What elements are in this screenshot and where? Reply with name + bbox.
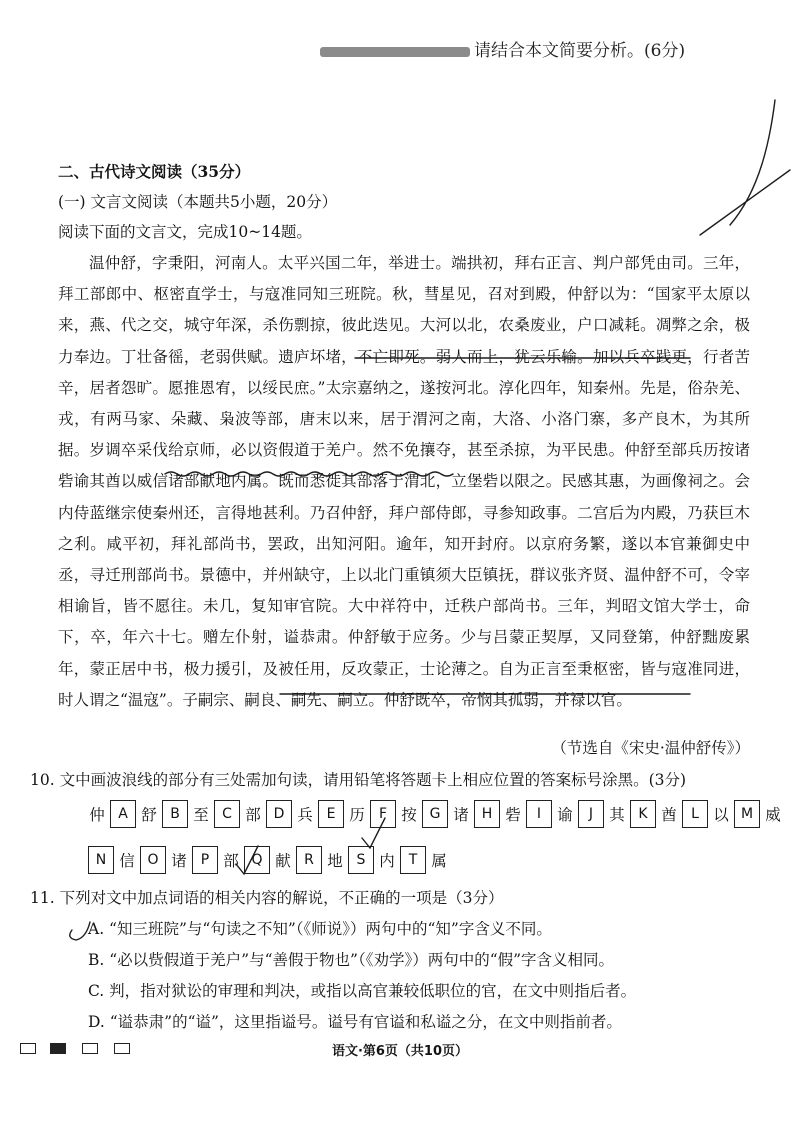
source-note: （节选自《宋史·温仲舒传》） bbox=[551, 739, 750, 757]
answer-box[interactable]: K bbox=[630, 800, 656, 828]
passage-char: 信 bbox=[119, 852, 135, 870]
answer-box[interactable]: S bbox=[348, 846, 374, 874]
reading-instruction: 阅读下面的文言文，完成10~14题。 bbox=[58, 223, 312, 241]
q11-option-b: B. “必以赀假道于羌户”与“善假于物也”（《劝学》）两句中的“假”字含义相同。 bbox=[88, 951, 615, 969]
answer-box[interactable]: B bbox=[162, 800, 188, 828]
answer-box[interactable]: O bbox=[140, 846, 166, 874]
tick-mark-icon bbox=[236, 846, 258, 874]
subsection-title: (一) 文言文阅读（本题共5小题，20分） bbox=[58, 193, 338, 211]
question-11-prompt: 11. 下列对文中加点词语的相关内容的解说，不正确的一项是（3分） bbox=[30, 889, 504, 907]
passage-char: 历 bbox=[349, 806, 365, 824]
question-10-prompt: 10. 文中画波浪线的部分有三处需加句读，请用铅笔将答题卡上相应位置的答案标号涂黑。(3分) bbox=[30, 771, 687, 789]
page-number: 语文·第6页（共10页） bbox=[331, 1044, 469, 1059]
passage-char: 诸 bbox=[171, 852, 187, 870]
passage-char: 以 bbox=[713, 806, 729, 824]
passage-char: 威 bbox=[765, 806, 781, 824]
answer-box[interactable]: J bbox=[578, 800, 604, 828]
passage-char: 谕 bbox=[557, 806, 573, 824]
answer-box[interactable]: M bbox=[734, 800, 760, 828]
answer-box[interactable]: N bbox=[88, 846, 114, 874]
answer-box[interactable]: I bbox=[526, 800, 552, 828]
passage-char: 舒 bbox=[141, 806, 157, 824]
passage-char: 兵 bbox=[297, 806, 313, 824]
passage-char: 属 bbox=[431, 852, 447, 870]
passage-char: 部 bbox=[223, 852, 239, 870]
q11-option-c: C. 判，指对狱讼的审理和判决，或指以高官兼较低职位的官，在文中则指后者。 bbox=[88, 982, 637, 1000]
answer-box[interactable]: H bbox=[474, 800, 500, 828]
answer-box[interactable]: L bbox=[682, 800, 708, 828]
answer-box[interactable]: Q bbox=[244, 846, 270, 874]
answer-box[interactable]: R bbox=[296, 846, 322, 874]
answer-box[interactable]: F bbox=[370, 800, 396, 828]
answer-box[interactable]: A bbox=[110, 800, 136, 828]
passage-char: 献 bbox=[275, 852, 291, 870]
passage-char: 内 bbox=[379, 852, 395, 870]
wavy-underline bbox=[165, 472, 453, 476]
answer-box[interactable]: P bbox=[192, 846, 218, 874]
section-title: 二、古代诗文阅读（35分） bbox=[58, 162, 251, 181]
corner-pen-stroke bbox=[730, 100, 775, 225]
answer-box[interactable]: D bbox=[266, 800, 292, 828]
tick-mark-icon bbox=[362, 818, 385, 848]
answer-box[interactable]: T bbox=[400, 846, 426, 874]
choice-mark-icon bbox=[70, 922, 90, 940]
q11-option-a: A. “知三班院”与“句读之不知”（《师说》）两句中的“知”字含义不同。 bbox=[88, 920, 552, 938]
passage-char: 砦 bbox=[505, 806, 521, 824]
passage-char: 诸 bbox=[453, 806, 469, 824]
q11-option-d: D. “谥恭肃”的“谥”，这里指谥号。谥号有官谥和私谥之分，在文中则指前者。 bbox=[88, 1013, 622, 1031]
passage-text: 温仲舒，字秉阳，河南人。太平兴国二年，举进士。端拱初，拜右正言、判户部凭由司。三年，拜工部郎中、枢密直学士，与寇准同知三班院。秋，彗星见，召对到殿，仲舒以为：“国家平太原以来，燕、代之交，城守年深，杀伤剽掠，彼此迭见。大河以北，农桑废业，户口减耗。凋弊之余，极力奉边。丁壮备徭，老弱供赋。遗庐坏堵，不亡即死。弱人而上，犹云乐输。加以兵卒践更，行者苦辛，居者怨旷。愿推恩宥，以绥民庶。”太宗嘉纳之，遂按河北。淳化四年，知秦州。先是，俗杂羌、戎，有两马家、朵藏、枭波等部，唐末以来，居于渭河之南，大洛、小洛门寨，多产良木，为其所据。岁调卒采伐给京师，必以资假道于羌户。然不免攘夺，甚至杀掠，为平民患。仲舒至部兵历按诸砦谕其酋以威信诸部献地内属。既而悉徙其部落于渭北，立堡砦以限之。民感其惠，为画像祠之。会内侍蓝继宗使秦州还，言得地甚利。乃召仲舒，拜户部侍郎，寻参知政事。二宫后为内殿，乃获巨木之利。咸平初，拜礼部尚书，罢政，出知河阳。逾年，知开封府。以京府务繁，遂以本官兼御史中丞，寻迁刑部尚书。景德中，并州缺守，上以北门重镇须大臣镇抚，群议张齐贤、温仲舒不可，令宰相谕旨，皆不愿往。未几，复知审官院。大中祥符中，迁秩户部尚书。三年，判昭文馆大学士，命下，卒，年六十七。赠左仆射，谥恭肃。仲舒敏于应务。少与吕蒙正契厚，又同登第，仲舒黜废累年，蒙正居中书，极力援引，及被任用，反攻蒙正，士论薄之。自为正言至秉枢密，皆与寇准同进，时人谓之“温寇”。子嗣宗、嗣良、嗣先、嗣立。仲舒既卒，帝悯其孤弱，并禄以官。 bbox=[58, 254, 750, 709]
answer-box[interactable]: E bbox=[318, 800, 344, 828]
answer-box[interactable]: C bbox=[214, 800, 240, 828]
passage-char: 其 bbox=[609, 806, 625, 824]
passage-char: 部 bbox=[245, 806, 261, 824]
passage-char: 地 bbox=[327, 852, 343, 870]
previous-question-tail: 请结合本文简要分析。(6分) bbox=[320, 36, 685, 61]
answer-box[interactable]: G bbox=[422, 800, 448, 828]
passage-char: 酋 bbox=[661, 806, 677, 824]
passage-char: 按 bbox=[401, 806, 417, 824]
passage-char: 至 bbox=[193, 806, 209, 824]
passage-char: 仲 bbox=[89, 806, 105, 824]
